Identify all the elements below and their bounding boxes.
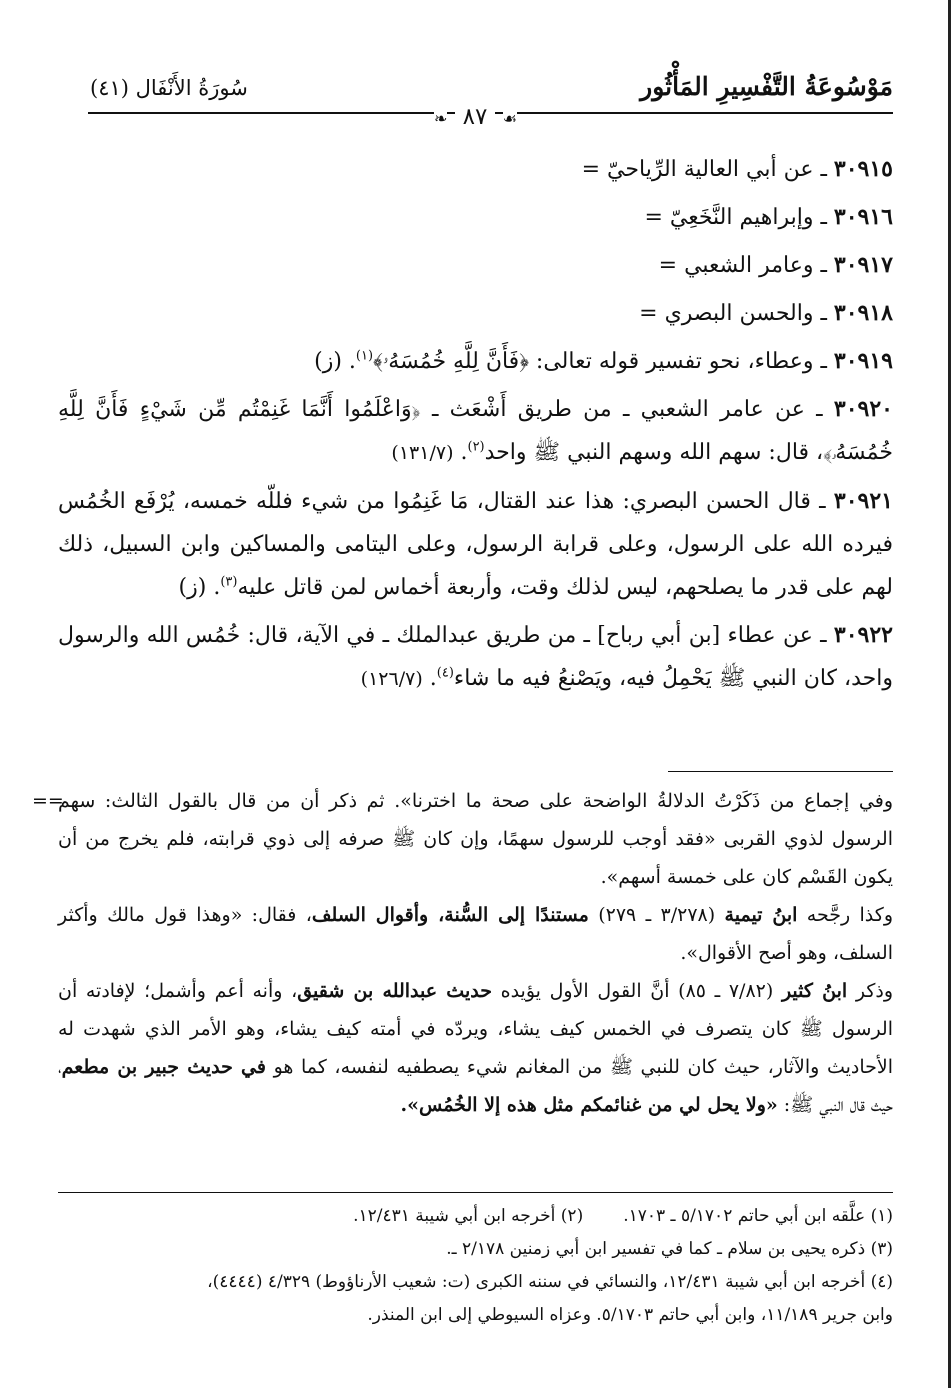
footnote-3: (٣) ذكره يحيى بن سلام ـ كما في تفسير ابن أبي زمنين ٢/١٧٨ ـ. [446, 1239, 893, 1259]
narration-entry [58, 148, 893, 191]
cross-reference: (١٣١/٧) [391, 442, 454, 464]
footnote-row [58, 1200, 893, 1233]
note-emphasis: حديث عبدالله بن شقيق [297, 980, 492, 1002]
footnotes-separator [58, 1192, 893, 1193]
cross-reference: (١٢٦/٧) [360, 668, 423, 690]
entry-text: ـ وإبراهيم النَّخَعِيّ = [644, 205, 834, 230]
narration-entry [58, 292, 893, 335]
entry-text-end: . [453, 440, 468, 465]
narration-entry [58, 340, 893, 383]
page-number: ٨٧ [455, 104, 496, 130]
note-text: وذكر [847, 980, 893, 1002]
footnote-2: (٢) أخرجه ابن أبي شيبة ١٢/٤٣١. [353, 1206, 584, 1226]
entry-text-end: . [422, 666, 437, 691]
entry-text: ـ وعامر الشعبي = [658, 253, 834, 278]
editor-notes [32, 782, 894, 1124]
footnote-ref: (٢) [467, 439, 485, 455]
notes-separator [668, 771, 893, 772]
narration-entry [58, 614, 893, 701]
entry-text: ـ والحسن البصري = [639, 301, 834, 326]
entry-text-end: . (ز) [314, 349, 356, 374]
entry-number: ٣٠٩٢١ [833, 488, 893, 514]
note-text: (٧/٨٢ ـ ٨٥) أنَّ القول الأول يؤيده [491, 980, 782, 1002]
note-paragraph [58, 896, 893, 972]
scholar-name: ابنُ كثير [781, 980, 848, 1002]
narration-entry [58, 244, 893, 287]
narration-entry [58, 196, 893, 239]
surah-name: سُورَةُ الأَنْفَال (٤١) [90, 76, 248, 100]
hadith-quote: «ولا يحل لي من غنائمكم مثل هذه إلا الخُمُس». [400, 1094, 778, 1116]
note-text: (٣/٢٧٨ ـ ٢٧٩) [588, 904, 725, 926]
note-text: ، فقال: «وهذا قول مالك وأكثر السلف، وهو أصح الأقوال». [58, 904, 893, 964]
note-text: وكذا رجَّحه [797, 904, 893, 926]
note-emphasis: مستندًا إلى السُّنة، وأقوال السلف [311, 904, 589, 926]
footnote-ref: (٤) [436, 665, 454, 681]
entry-text: ـ عن أبي العالية الرِّياحيّ = [581, 157, 834, 182]
entry-number: ٣٠٩١٥ [833, 156, 893, 182]
footnotes [58, 1200, 893, 1332]
footnote-4-continued: وابن جرير ١١/١٨٩، وابن أبي حاتم ٥/١٧٠٣. وعزاه السيوطي إلى ابن المنذر. [367, 1305, 893, 1325]
entry-text: ـ عن عامر الشعبي ـ من طريق أَشْعَث ـ ﴿وَاعْلَمُوا أَنَّمَا غَنِمْتُم مِّن شَيْءٍ فَأَنَّ لِلَّهِ خُمُسَهُۥ﴾، قال: سهم الله وسهم النبي ﷺ واحد [58, 397, 893, 465]
narrations-list [58, 148, 893, 706]
entry-number: ٣٠٩١٨ [833, 300, 893, 326]
entry-text-end: . (ز) [178, 575, 221, 600]
entry-number: ٣٠٩١٩ [833, 348, 893, 374]
footnote-ref: (٣) [220, 574, 238, 590]
scholar-name: ابنُ تيمية [724, 904, 798, 926]
ornament-icon: ❧ [433, 109, 448, 128]
narration-entry [58, 388, 893, 475]
footnote-ref: (١) [355, 348, 374, 364]
entry-number: ٣٠٩١٦ [833, 204, 893, 230]
entry-text: ـ عن عطاء [بن أبي رباح] ـ من طريق عبدالملك ـ في الآية، قال: خُمُس الله والرسول واحد، كان النبي ﷺ يَحْمِلُ فيه، ويَصْنعُ فيه ما شاء [58, 623, 893, 691]
note-paragraph [58, 972, 893, 1124]
entry-number: ٣٠٩٢٠ [833, 396, 893, 422]
continuation-mark: == [32, 790, 64, 812]
note-text: ، حيث قال النبي ﷺ: [58, 1056, 893, 1116]
page-number-block [0, 104, 951, 130]
note-emphasis: في حديث جبير بن مطعم [61, 1056, 266, 1078]
note-paragraph: وفي إجماع من ذَكَرْتُ الدلالةُ الواضحة على صحة ما اخترنا». ثم ذكر أن من قال بالقول الثالث: سهم الرسول لذوي القربى «فقد أوجب للرسول سهمًا، وإن كان ﷺ صرفه إلى ذوي قرابته، فلم يخرج من أن يكون القَسْم كان على خمسة أسهم». [58, 790, 893, 888]
ornament-icon: ☙ [502, 109, 518, 128]
entry-text: ـ قال الحسن البصري: هذا عند القتال، مَا غَنِمُوا من شيء فللّه خمسه، يُرْفَع الخُمُس فيرده الله على الرسول، وعلى قرابة الرسول، وعلى اليتامى والمساكين وابن السبيل، ذلك لهم على قدر ما يصلحهم، ليس لذلك وقت، وأربعة أخماس لمن قاتل عليه [58, 489, 893, 600]
footnote-1: (١) علَّقه ابن أبي حاتم ٥/١٧٠٢ ـ ١٧٠٣. [623, 1206, 893, 1226]
book-title: مَوْسُوعَةُ التَّفْسِيرِ المَأْثُور [640, 72, 893, 101]
note-text: ، وأنه أعم وأشمل؛ لإفادته أن الرسول ﷺ كان يتصرف في الخمس كيف يشاء، ويردّه في أمته كيف يشاء، وهو الأمر الذي شهدت له الأحاديث والآثار، حيث كان للنبي ﷺ من المغانم شيء يصطفيه لنفسه، كما هو [58, 980, 894, 1078]
footnote-4: (٤) أخرجه ابن أبي شيبة ١٢/٤٣١، والنسائي في سننه الكبرى (ت: شعيب الأرناؤوط) ٤/٣٢٩ (٤٤٤٤)، [207, 1272, 893, 1292]
entry-text: ـ وعطاء، نحو تفسير قوله تعالى: ﴿فَأَنَّ لِلَّهِ خُمُسَهُۥ﴾ [373, 349, 834, 374]
entry-number: ٣٠٩١٧ [833, 252, 893, 278]
entry-number: ٣٠٩٢٢ [833, 622, 893, 648]
narration-entry [58, 480, 893, 609]
